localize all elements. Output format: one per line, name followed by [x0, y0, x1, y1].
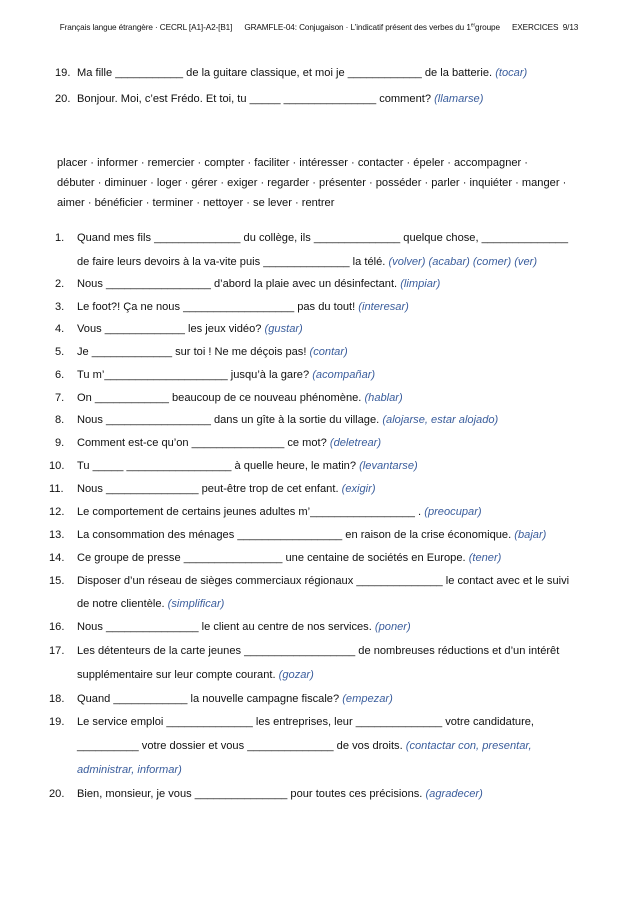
exercise-text: Le service emploi ______________ les entreprises, leur ______________ votre candidature,: [77, 716, 535, 728]
word-bank: [57, 153, 602, 213]
exercise-text: Ce groupe de presse ________________ une centaine de sociétés en Europe.: [77, 552, 466, 564]
course-label: Français langue étrangère · CECRL [A1]-A2-[B1]: [59, 23, 233, 32]
item-hint: (llamarse): [434, 93, 484, 105]
exercise-hint: (levantarse): [359, 460, 418, 472]
item-text: Bonjour. Moi, c’est Frédo. Et toi, tu _____ _______________ comment?: [77, 93, 431, 105]
exercise-hint: (alojarse, estar alojado): [382, 414, 499, 426]
word-bank-line: aimer · bénéficier · terminer · nettoyer · se lever · rentrer: [57, 197, 335, 209]
exercise-text: Nous _________________ dans un gîte à la sortie du village.: [77, 414, 380, 426]
exercise-hint: (interesar): [358, 301, 409, 313]
exercise-text: Nous _________________ d’abord la plaie avec un désinfectant.: [77, 278, 398, 290]
word-bank-line: débuter · diminuer · loger · gérer · exiger · regarder · présenter · posséder · parler · inquiéter · manger ·: [57, 177, 567, 189]
exercise-text: Quand ____________ la nouvelle campagne fiscale?: [77, 693, 340, 705]
exercise-hint: (simplificar): [167, 598, 225, 610]
exercise-hint: (gozar): [278, 669, 314, 681]
section-label: EXERCICES: [511, 23, 559, 32]
exercise-hint: (agradecer): [425, 788, 483, 800]
exercise-hint: (acompañar): [312, 369, 376, 381]
exercise-text: Nous _______________ peut-être trop de cet enfant.: [77, 483, 339, 495]
exercise-text: Bien, monsieur, je vous _______________ pour toutes ces précisions.: [77, 788, 423, 800]
exercise-text: Disposer d’un réseau de sièges commerciaux régionaux ______________ le contact avec et le suivi: [77, 575, 570, 587]
exercise-text: Le comportement de certains jeunes adultes m’_________________ .: [77, 506, 422, 518]
exercise-text: La consommation des ménages _________________ en raison de la crise économique.: [77, 529, 512, 541]
exercise-hint: (deletrear): [329, 437, 382, 449]
item-hint: (tocar): [495, 67, 528, 79]
exercise-hint: (tener): [468, 552, 502, 564]
exercise-text: Vous _____________ les jeux vidéo?: [77, 323, 262, 335]
page-number: 9/13: [562, 23, 579, 32]
exercise-text: Les détenteurs de la carte jeunes __________________ de nombreuses réductions et d’un intérêt: [77, 645, 560, 657]
exercise-text: Nous _______________ le client au centre de nos services.: [77, 621, 372, 633]
exercise-text: On ____________ beaucoup de ce nouveau phénomène.: [77, 392, 362, 404]
page-header: [0, 23, 638, 32]
exercise-hint: (hablar): [364, 392, 403, 404]
exercise-hint: (bajar): [514, 529, 547, 541]
exercise-hint: (contar): [309, 346, 348, 358]
exercise-text: Le foot?! Ça ne nous __________________ pas du tout!: [77, 301, 356, 313]
exercise-hint-continued: administrar, informar): [77, 764, 182, 776]
exercise-hint: (contactar con, presentar,: [405, 740, 532, 752]
word-bank-line: placer · informer · remercier · compter · faciliter · intéresser · contacter · épeler · accompagner ·: [57, 157, 529, 169]
exercise-text: Je _____________ sur toi ! Ne me déçois pas!: [77, 346, 307, 358]
exercise-hint: (limpiar): [400, 278, 441, 290]
exercise-text: Comment est-ce qu’on _______________ ce mot?: [77, 437, 327, 449]
exercise-hint: (exigir): [341, 483, 376, 495]
item-number: 20.: [55, 93, 71, 105]
exercise-hint: (gustar): [264, 323, 303, 335]
exercise-hint: (volver) (acabar) (comer) (ver): [388, 256, 538, 268]
exercise-text: Tu m’____________________ jusqu’à la gare?: [77, 369, 310, 381]
item-number: 19.: [55, 67, 71, 79]
exercise-text: Tu _____ _________________ à quelle heure, le matin?: [77, 460, 357, 472]
exercise-text: Quand mes fils ______________ du collège, ils ______________ quelque chose, ______________: [77, 232, 569, 244]
item-text: Ma fille ___________ de la guitare classique, et moi je ____________ de la batterie.: [77, 67, 493, 79]
module-label: GRAMFLE-04: Conjugaison · L’indicatif présent des verbes du 1ergroupe: [244, 22, 500, 32]
exercise-hint: (empezar): [342, 693, 393, 705]
exercise-hint: (poner): [374, 621, 411, 633]
exercise-hint: (preocupar): [424, 506, 482, 518]
